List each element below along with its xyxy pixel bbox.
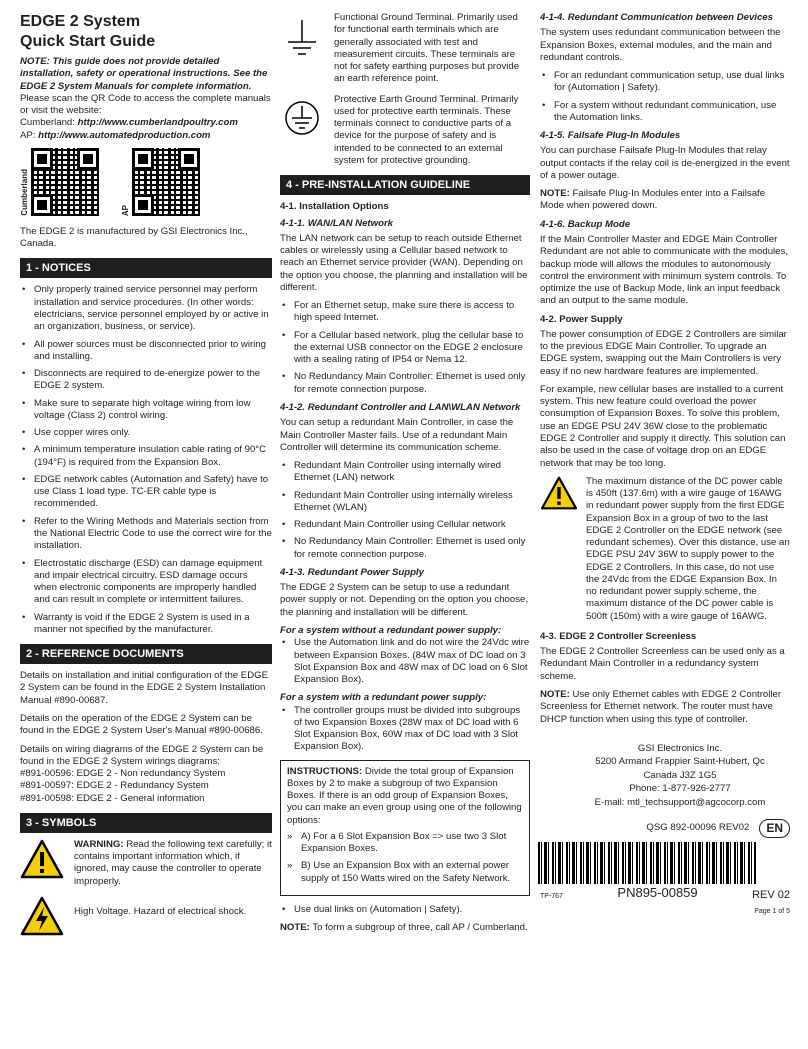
section-preinstallation: 4 - PRE-INSTALLATION GUIDELINE	[280, 175, 530, 195]
list-item: • The controller groups must be divided into subgroups of two Expansion Boxes (28W max of DC load with 6 Slot Expansion Box, 60W max of DC load with 3 Slot Expansion Box).	[280, 705, 530, 754]
company-email[interactable]: E-mail: mtl_techsupport@agcocorp.com	[594, 796, 766, 808]
section-symbols: 3 - SYMBOLS	[20, 813, 272, 833]
doc-title: EDGE 2 System	[20, 13, 141, 30]
list-item: • Disconnects are required to de-energize power to the EDGE 2 system.	[20, 368, 272, 393]
doc-id-row	[540, 819, 790, 838]
list-item: • Use the Automation link and do not wire the 24Vdc wire between Expansion Boxes. (84W max of DC load on 3 Slot Expansion Box and 48W max of DC load on 6 Slot Expansion Box).	[280, 637, 530, 686]
list-item: » A) For a 6 Slot Expansion Box => use two 3 Slot Expansion Boxes.	[287, 831, 523, 856]
heading-4-1-1: 4-1-1. WAN/LAN Network	[280, 217, 394, 229]
list-item: • For a system without redundant communication, use the Automation links.	[540, 100, 790, 125]
list-item: • For a Cellular based network, plug the cellular base to the external USB connector on the EDGE 2 enclosure with a sealing rating of IP54 or Nema 12.	[280, 330, 530, 367]
qr-ap[interactable]	[121, 148, 200, 216]
qr-code-icon	[31, 148, 99, 216]
page-number: Page 1 of 5	[754, 907, 790, 915]
heading-4-1-4: 4-1-4. Redundant Communication between Devices	[540, 12, 773, 23]
column-1	[20, 12, 272, 948]
symbol-protective-earth	[280, 94, 530, 168]
refdocs-p1: Details on installation and initial configuration of the EDGE 2 System can be found in the EDGE 2 System Installation Manual #890-00687.	[20, 670, 268, 706]
protective-earth-text: Protective Earth Ground Terminal. Primarily used for protective earth terminals. These terminals connect to conductive parts of a device for the purpose of safety and is intended to be connected to an external system for protective grounding.	[334, 93, 519, 166]
doc-number: QSG 892-00096 REV02	[646, 822, 750, 834]
revision: REV 02	[752, 888, 790, 901]
doc-subtitle: Quick Start Guide	[20, 33, 156, 50]
wiring-doc-2: #891-00597: EDGE 2 - Redundancy System	[20, 780, 209, 792]
instructions-text: Divide the total group of Expansion Boxes by 2 to make a subgroup of two Expansion Boxes. If there is an odd group of Expansion Boxes, you can make an even group using one of the following options:	[287, 765, 522, 826]
heading-4-1: 4-1. Installation Options	[280, 201, 389, 213]
without-redundant-heading: For a system without a redundant power supply:	[280, 624, 502, 636]
refdocs-p3	[20, 744, 272, 805]
functional-ground-text: Functional Ground Terminal. Primarily used for functional earth terminals which are generally associated with test and measurement circuits. These terminals are not for safety earthing purposes but provide an earth reference point.	[334, 12, 520, 85]
list-item: • A minimum temperature insulation cable rating of 90°C (194°F) is required from the Expansion Box.	[20, 444, 272, 469]
cumberland-link[interactable]: http://www.cumberlandpoultry.com	[77, 117, 238, 129]
company-street: 5200 Armand Frappier Saint-Hubert, Qc	[595, 756, 765, 768]
notices-list	[20, 284, 272, 636]
barcode-icon	[538, 842, 756, 884]
note-4-3	[540, 689, 790, 726]
warning-icon	[540, 476, 578, 623]
list-item: • Electrostatic discharge (ESD) can damage equipment and impair electrical circuitry. ESD damage occurs when electronic components are improperly handled and can result in complete or intermittent failures.	[20, 558, 272, 607]
p-4-1-6: If the Main Controller Master and EDGE Main Controller Redundant are not able to communicate with the modules, backup mode will allows the modules to autonomously control the environment with minimum system controls. To optimize the use of Backup Mode, link an input feedback and an output to the same module.	[540, 233, 788, 307]
symbol-functional-ground	[280, 12, 530, 86]
warning-icon	[20, 839, 66, 888]
heading-4-2: 4-2. Power Supply	[540, 313, 623, 325]
ap-label: AP:	[20, 129, 36, 141]
heading-4-1-3: 4-1-3. Redundant Power Supply	[280, 566, 424, 578]
list-item: • No Redundancy Main Controller: Ethernet is used only for remote connection purpose.	[280, 536, 530, 561]
p-4-1-2: You can setup a redundant Main Controller, in case the Main Controller Master fails. Use of a redundant Main Controller will determine its communication scheme.	[280, 417, 514, 453]
list-item: • No Redundancy Main Controller: Ethernet is used only for remote connection purpose.	[280, 371, 530, 396]
heading-4-3: 4-3. EDGE 2 Controller Screenless	[540, 630, 697, 642]
symbol-high-voltage	[20, 896, 272, 940]
company-city: Canada J3Z 1G5	[643, 769, 717, 781]
list-item: • Use copper wires only.	[20, 427, 272, 439]
instructions-box	[280, 760, 530, 896]
list-item: • For an Ethernet setup, make sure there is access to high speed Internet.	[280, 300, 530, 325]
tp-number: TP-767	[540, 892, 563, 900]
section-reference-documents: 2 - REFERENCE DOCUMENTS	[20, 644, 272, 664]
p-4-2-a: The power consumption of EDGE 2 Controllers are similar to the previous EDGE Main Controller. To upgrade an EDGE system, swapping out the Main Controllers is very easy if no new hardware features are implemented.	[540, 328, 787, 377]
functional-ground-icon	[280, 12, 326, 86]
list-dual-links	[280, 904, 530, 916]
list-item: • Use dual links on (Automation | Safety).	[280, 904, 530, 916]
note-text: To form a subgroup of three, call AP / Cumberland.	[312, 922, 528, 934]
symbol-warning	[20, 839, 272, 888]
qr-codes	[20, 148, 272, 216]
with-redundant-heading: For a system with a redundant power supply:	[280, 692, 487, 704]
list-4-1-1	[280, 300, 530, 396]
list-item: » B) Use an Expansion Box with an external power supply of 150 Watts wired on the Safety Network.	[287, 860, 523, 885]
intro	[20, 56, 272, 142]
qr-cumberland-label: Cumberland	[20, 169, 29, 216]
list-item: • For an redundant communication setup, use dual links for (Automation | Safety).	[540, 70, 790, 95]
instructions-label: INSTRUCTIONS:	[287, 765, 363, 777]
list-4-1-4	[540, 70, 790, 124]
list-without-redundant	[280, 637, 530, 686]
heading-4-1-5: 4-1-5. Failsafe Plug-In Modules	[540, 130, 681, 142]
list-item: • Redundant Main Controller using Cellular network	[280, 519, 530, 531]
note-4-1-5	[540, 188, 790, 213]
p-4-1-5: You can purchase Failsafe Plug-In Modules that relay output contacts if the relay coil is de-energized in the event of a power outage.	[540, 145, 790, 181]
protective-earth-icon	[280, 94, 326, 168]
language-badge: EN	[759, 819, 790, 838]
company-name: GSI Electronics Inc.	[637, 742, 723, 754]
ap-link[interactable]: http://www.automatedproduction.com	[38, 129, 211, 141]
list-item: • Make sure to separate high voltage wiring from low voltage (Class 2) control wiring.	[20, 398, 272, 423]
high-voltage-text: High Voltage. Hazard of electrical shock.	[74, 905, 247, 917]
manufactured-note: The EDGE 2 is manufactured by GSI Electronics Inc., Canada.	[20, 225, 248, 250]
warning-text: Read the following text carefully; it contains important information which, if ignored, may cause the controller to operate improperly.	[74, 838, 272, 887]
part-number: PN895-00859	[617, 885, 698, 901]
company-phone: Phone: 1-877-926-2777	[629, 783, 731, 795]
list-item: • Only properly trained service personnel may perform installation and service procedures. (In other words: electricians, service personnel employed by or active in an organization, business, or service).	[20, 284, 272, 333]
power-warning	[540, 476, 790, 623]
note-label: NOTE:	[540, 188, 570, 200]
note-subgroup	[280, 922, 530, 934]
barcode-row	[540, 842, 790, 884]
note-text: Failsafe Plug-In Modules enter into a Failsafe Mode when powered down.	[540, 188, 766, 212]
note-label: NOTE:	[540, 689, 570, 701]
note-text: Use only Ethernet cables with EDGE 2 Controller Screenless for Ethernet network. The router must have DHCP function when using this type of controller.	[540, 689, 782, 725]
refdocs-p3-text: Details on wiring diagrams of the EDGE 2 System can be found in the EDGE 2 System wirings diagrams:	[20, 743, 264, 767]
p-4-3: The EDGE 2 Controller Screenless can be used only as a Redundant Main Controller in a redundancy system scheme.	[540, 646, 785, 682]
list-item: • Refer to the Wiring Methods and Materials section from the National Electric Code to use the correct wire for the installation.	[20, 516, 272, 553]
warning-label: WARNING:	[74, 838, 124, 850]
list-item: • All power sources must be disconnected prior to wiring and installing.	[20, 339, 272, 364]
list-item: • Redundant Main Controller using internally wired Ethernet (LAN) network	[280, 460, 530, 485]
heading-4-1-6: 4-1-6. Backup Mode	[540, 218, 631, 230]
heading-4-1-2: 4-1-2. Redundant Controller and LAN\WLAN Network	[280, 401, 521, 413]
intro-note: NOTE: This guide does not provide detailed installation, safety or operational instructions. See the EDGE 2 System Manuals for complete information.	[20, 56, 268, 92]
wiring-doc-3: #891-00598: EDGE 2 - General information	[20, 792, 205, 804]
list-item: • Redundant Main Controller using internally wireless Ethernet (WLAN)	[280, 490, 530, 515]
p-4-2-b: For example, new cellular bases are installed to a current system. This new feature could overload the power consumption of Expansion Boxes. To solve this problem, use an EDGE PSU 24V 36W close to the problematic EDGE 2 Controller and supply it directly. This solution can also be used in the case of voltage drop on an EDGE network that may be too long.	[540, 383, 786, 469]
column-3	[540, 12, 790, 917]
p-4-1-3: The EDGE 2 System can be setup to use a redundant power supply or not. Depending on the option you choose, the planning and installation will be different.	[280, 582, 529, 618]
qr-cumberland[interactable]	[20, 148, 99, 216]
column-2	[280, 12, 530, 941]
note-label: NOTE:	[280, 922, 310, 934]
instructions-options	[287, 831, 523, 885]
wiring-doc-1: #891-00596: EDGE 2 - Non redundancy System	[20, 768, 226, 780]
qr-ap-label: AP	[121, 204, 131, 216]
company-address	[570, 742, 790, 809]
qr-code-icon	[132, 148, 200, 216]
list-4-1-2	[280, 460, 530, 561]
section-notices: 1 - NOTICES	[20, 258, 272, 278]
p-4-1-4: The system uses redundant communication between the Expansion Boxes, external modules, and the main and redundant controls.	[540, 27, 781, 63]
barcode-caption	[540, 885, 790, 902]
p-4-1-1: The LAN network can be setup to reach outside Ethernet cables or wirelessly using a Cellular based network to reach an Ethernet service provider (WAN). Depending on the option you choose, the planning and installation will be different.	[280, 232, 528, 293]
cumberland-label: Cumberland:	[20, 117, 75, 129]
refdocs-p2: Details on the operation of the EDGE 2 System can be found in the EDGE 2 System User's Manual #890-00686.	[20, 712, 263, 737]
high-voltage-icon	[20, 896, 66, 940]
list-item: • EDGE network cables (Automation and Safety) have to use Class 1 load type. TC-ER cable type is recommended.	[20, 474, 272, 511]
list-with-redundant	[280, 705, 530, 754]
intro-rest: Please scan the QR Code to access the complete manuals or visit the website:	[20, 92, 271, 117]
list-item: • Warranty is void if the EDGE 2 System is used in a manner not specified by the manufacturer.	[20, 612, 272, 637]
power-warning-text: The maximum distance of the DC power cable is 450ft (137.6m) with a wire gauge of 16AWG in redundant power supply from the first EDGE Expansion Box in a group of two to the last EDGE 2 Controller on the EDGE network (see redundant schemes). Over this distance, use an EDGE PSU 24V 36W to supply power to the EDGE 2 Controllers. In this case, do not use the 24Vdc from the EDGE Expansion Box. In no redundant power supply scheme, the maximum distance of the DC power cable is 500ft (150m) with a wire gauge of 16AWG.	[586, 475, 790, 622]
